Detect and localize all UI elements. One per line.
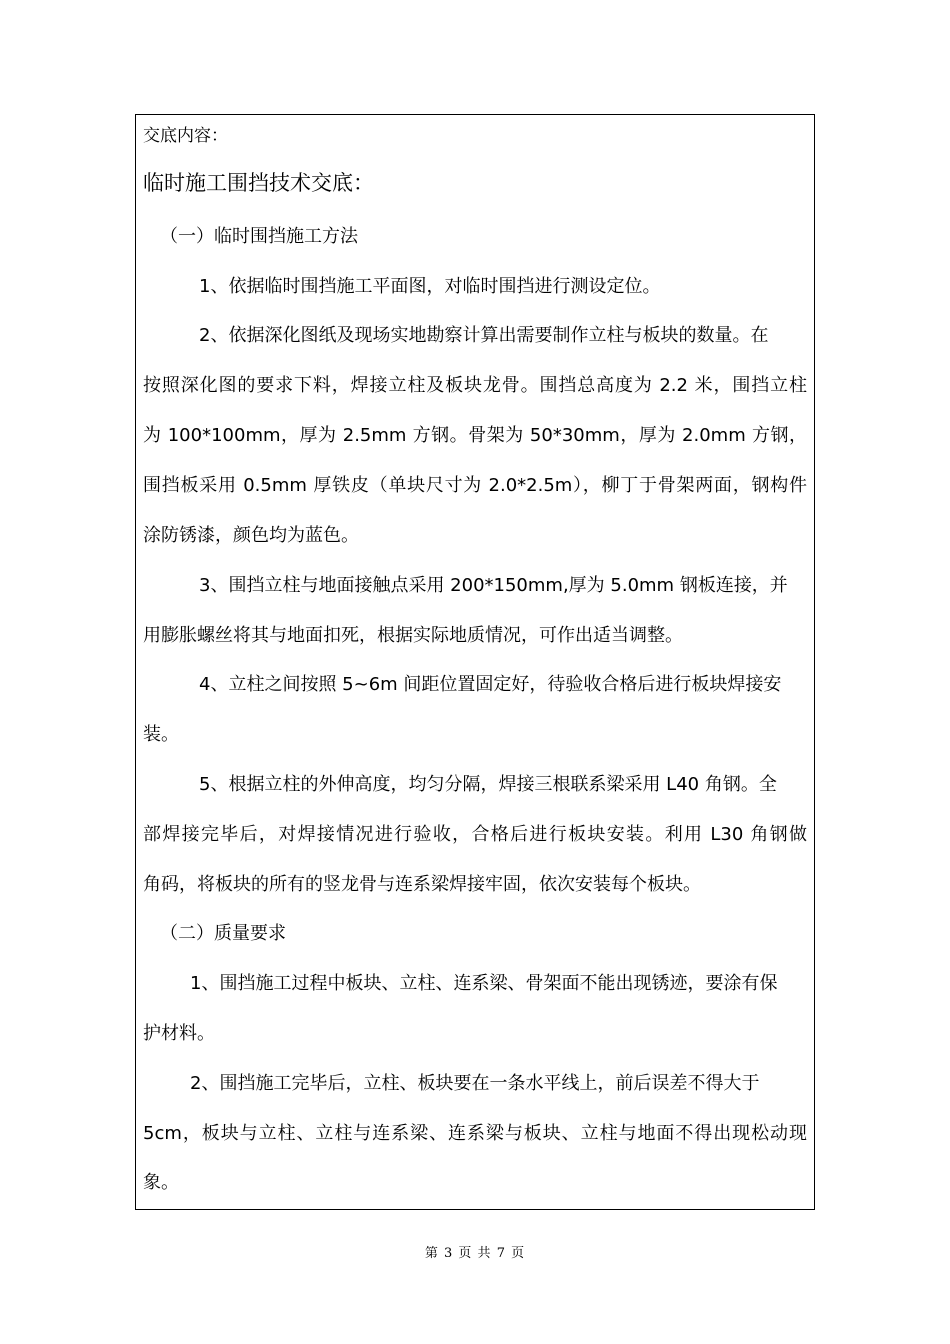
- page-number: 第 3 页 共 7 页: [424, 1246, 526, 1261]
- content-label: 交底内容：: [143, 126, 228, 146]
- paragraph-line: 2、围挡施工完毕后，立柱、板块要在一条水平线上，前后误差不得大于: [190, 1073, 760, 1094]
- paragraph-line: 护材料。: [143, 1023, 215, 1044]
- paragraph-line: 部焊接完毕后，对焊接情况进行验收，合格后进行板块安装。利用 L30 角钢做: [143, 824, 807, 845]
- paragraph-line: 涂防锈漆，颜色均为蓝色。: [143, 525, 359, 546]
- section-heading-quality: （二）质量要求: [160, 923, 286, 944]
- paragraph-line: 围挡板采用 0.5mm 厚铁皮（单块尺寸为 2.0*2.5m），柳丁于骨架两面，钢构件: [143, 475, 807, 496]
- paragraph-line: 5、根据立柱的外伸高度，均匀分隔，焊接三根联系梁采用 L40 角钢。全: [199, 774, 777, 795]
- paragraph-line: 2、依据深化图纸及现场实地勘察计算出需要制作立柱与板块的数量。在: [199, 325, 769, 346]
- paragraph-line: 角码，将板块的所有的竖龙骨与连系梁焊接牢固，依次安装每个板块。: [143, 874, 701, 895]
- section-heading-method: （一）临时围挡施工方法: [160, 226, 358, 247]
- paragraph-line: 装。: [143, 724, 179, 745]
- paragraph-line: 按照深化图的要求下料，焊接立柱及板块龙骨。围挡总高度为 2.2 米，围挡立柱: [143, 375, 807, 396]
- paragraph-line: 为 100*100mm，厚为 2.5mm 方钢。骨架为 50*30mm，厚为 2.0mm 方钢，: [143, 425, 807, 446]
- paragraph-line: 用膨胀螺丝将其与地面扣死，根据实际地质情况，可作出适当调整。: [143, 625, 683, 646]
- paragraph-line: 5cm，板块与立柱、立柱与连系梁、连系梁与板块、立柱与地面不得出现松动现: [143, 1123, 807, 1144]
- paragraph-line: 1、围挡施工过程中板块、立柱、连系梁、骨架面不能出现锈迹，要涂有保: [190, 973, 778, 994]
- paragraph-line: 4、立柱之间按照 5~6m 间距位置固定好，待验收合格后进行板块焊接安: [199, 674, 782, 695]
- paragraph-line: 1、依据临时围挡施工平面图，对临时围挡进行测设定位。: [199, 276, 661, 297]
- document-title: 临时施工围挡技术交底：: [143, 171, 374, 195]
- paragraph-line: 3、围挡立柱与地面接触点采用 200*150mm,厚为 5.0mm 钢板连接，并: [199, 575, 788, 596]
- paragraph-line: 象。: [143, 1172, 179, 1193]
